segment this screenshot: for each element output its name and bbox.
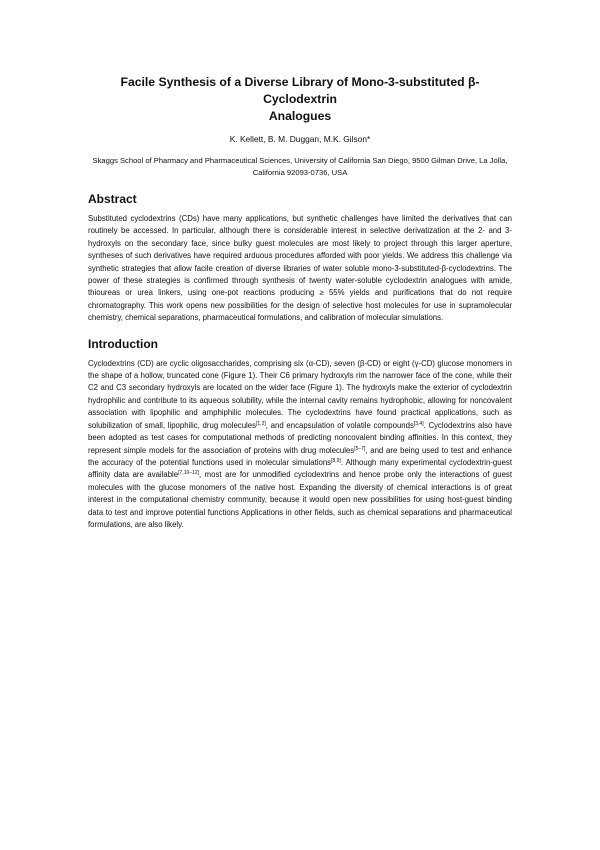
abstract-heading: Abstract: [88, 192, 137, 206]
citation-5: [7,10–12]: [178, 470, 199, 477]
citation-2: [3,4]: [413, 420, 424, 427]
authors: K. Kellett, B. M. Duggan, M.K. Gilson*: [229, 134, 371, 144]
intro-segment-6: , most are for unmodified cyclodextrins and hence probe only the interactions of guest molecules with the glucose monomers of the native host. Expanding the diversity of chemical interactions is of great interest in the computational chemistry community, because it would open new possibilities for using host-guest binding data to test and improve potential functions Applications in other fields, such as chemical separations and pharmaceutical formulations, are also likely.: [88, 470, 512, 529]
intro-segment-3: . Cyclodextrins also have been adopted as test cases for computational methods of predicting noncovalent binding affinities. In this context, they represent simple models for the association of proteins with drug molecules: [88, 420, 512, 455]
introduction-text: [88, 358, 512, 532]
abstract-text: Substituted cyclodextrins (CDs) have many applications, but synthetic challenges have limited the derivatives that can routinely be accessed. In particular, although there is considerable interest in selective derivatization at the 2- and 3- hydroxyls on the secondary face, since bulky guest molecules are most likely to project through this larger aperture, syntheses of such derivatives have required arduous procedures afforded with poor yields. We address this challenge via synthetic strategies that allow facile creation of diverse libraries of water soluble mono-3-substituted-β-cyclodextrins. The power of these strategies is confirmed through synthesis of twenty water-soluble cyclodextrin analogues with amide, thioureas or urea linkers, using one-pot reactions producing ≥ 55% yields and purifications that do not require chromatography. This work opens new possibilities for the design of selective host molecules for use in supramolecular chemistry, chemical separations, pharmaceutical formulations, and calibration of molecular simulations.: [88, 214, 512, 323]
citation-3: [5–7]: [354, 445, 366, 452]
paper-page: [0, 74, 600, 850]
citation-1: [1,2]: [256, 420, 266, 427]
title-line-1: Facile Synthesis of a Diverse Library of Mono-3-substituted β-Cyclodextrin: [120, 75, 480, 106]
intro-segment-1: Cyclodextrins (CD) are cyclic oligosaccharides, comprising six (α-CD), seven (β-CD) or eight (γ-CD) glucose monomers in the shape of a hollow, truncated cone (Figure 1). Their C6 primary hydroxyls rim the narrower face of the cone, while their C2 and C3 secondary hydroxyls are located on the wider face (Figure 1). The hydroxyls make the exterior of cyclodextrin hydrophilic and contribute to its aqueous solubility, while the internal cavity remains hydrophobic, allowing for noncovalent association with lipophilic and amphiphilic molecules. The cyclodextrins have found practical applications, such as solubilization of small, lipophilic, drug molecules: [88, 358, 512, 430]
title-line-2: Analogues: [268, 109, 332, 123]
citation-4: [8,9]: [331, 457, 341, 464]
intro-segment-2: , and encapsulation of volatile compounds: [265, 420, 414, 430]
introduction-heading: Introduction: [88, 336, 158, 351]
affiliation: Skaggs School of Pharmacy and Pharmaceutical Sciences, University of California San Diego, 9500 Gilman Drive, La Jolla, California 92093-0736, USA: [92, 156, 508, 177]
intro-segment-4: , and are being used to test and enhance the accuracy of the potential functions used in molecular simulations: [88, 445, 512, 467]
paper-title: [88, 74, 512, 125]
intro-segment-5: . Although many experimental cyclodextrin-guest affinity data are available: [88, 457, 512, 480]
